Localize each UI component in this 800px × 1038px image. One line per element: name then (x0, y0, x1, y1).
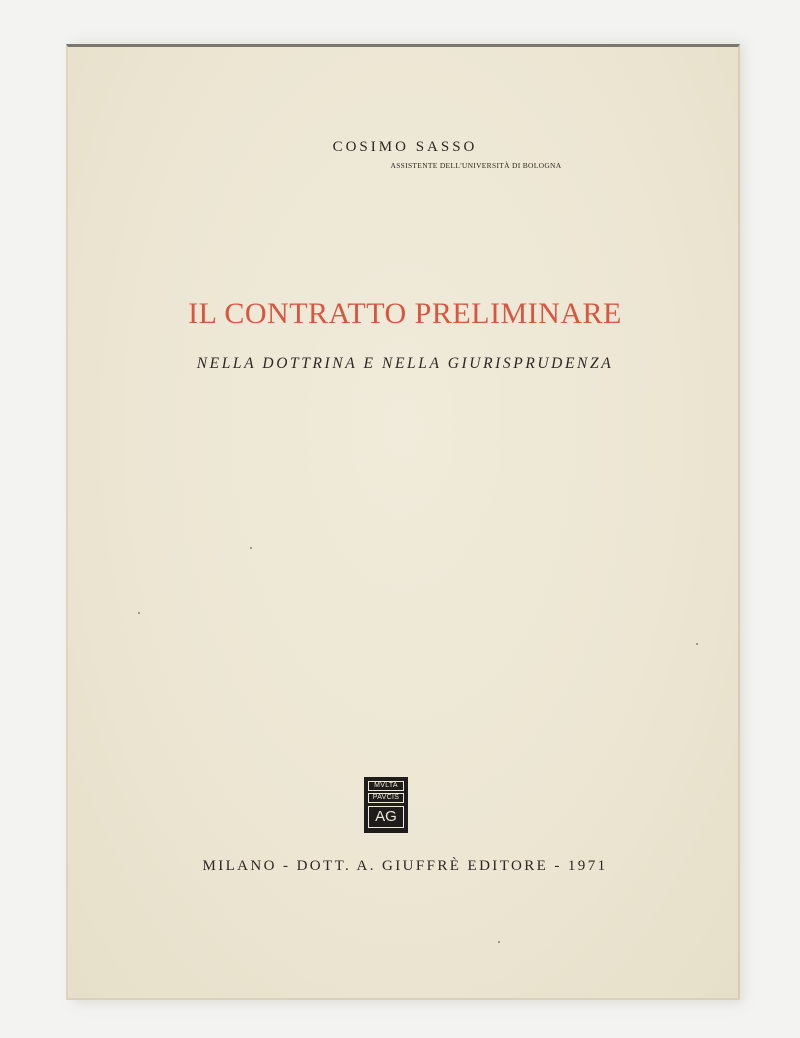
paper-speck (696, 643, 698, 645)
author-name: COSIMO SASSO (332, 139, 478, 155)
publisher-imprint: MILANO - DOTT. A. GIUFFRÈ EDITORE - 1971 (202, 858, 608, 874)
publisher-logo (364, 777, 408, 833)
book-subtitle: NELLA DOTTRINA E NELLA GIURISPRUDENZA (196, 355, 614, 372)
logo-motto-line-1: MVLTA (368, 781, 404, 791)
logo-motto-line-2: PAVCIS (368, 793, 404, 803)
book-cover (66, 44, 740, 1000)
book-title: IL CONTRATTO PRELIMINARE (188, 297, 622, 330)
author-affiliation: ASSISTENTE DELL'UNIVERSITÀ DI BOLOGNA (390, 161, 562, 170)
paper-speck (250, 547, 252, 549)
paper-speck (498, 941, 500, 943)
paper-speck (138, 612, 140, 614)
logo-initials: AG (368, 806, 404, 828)
